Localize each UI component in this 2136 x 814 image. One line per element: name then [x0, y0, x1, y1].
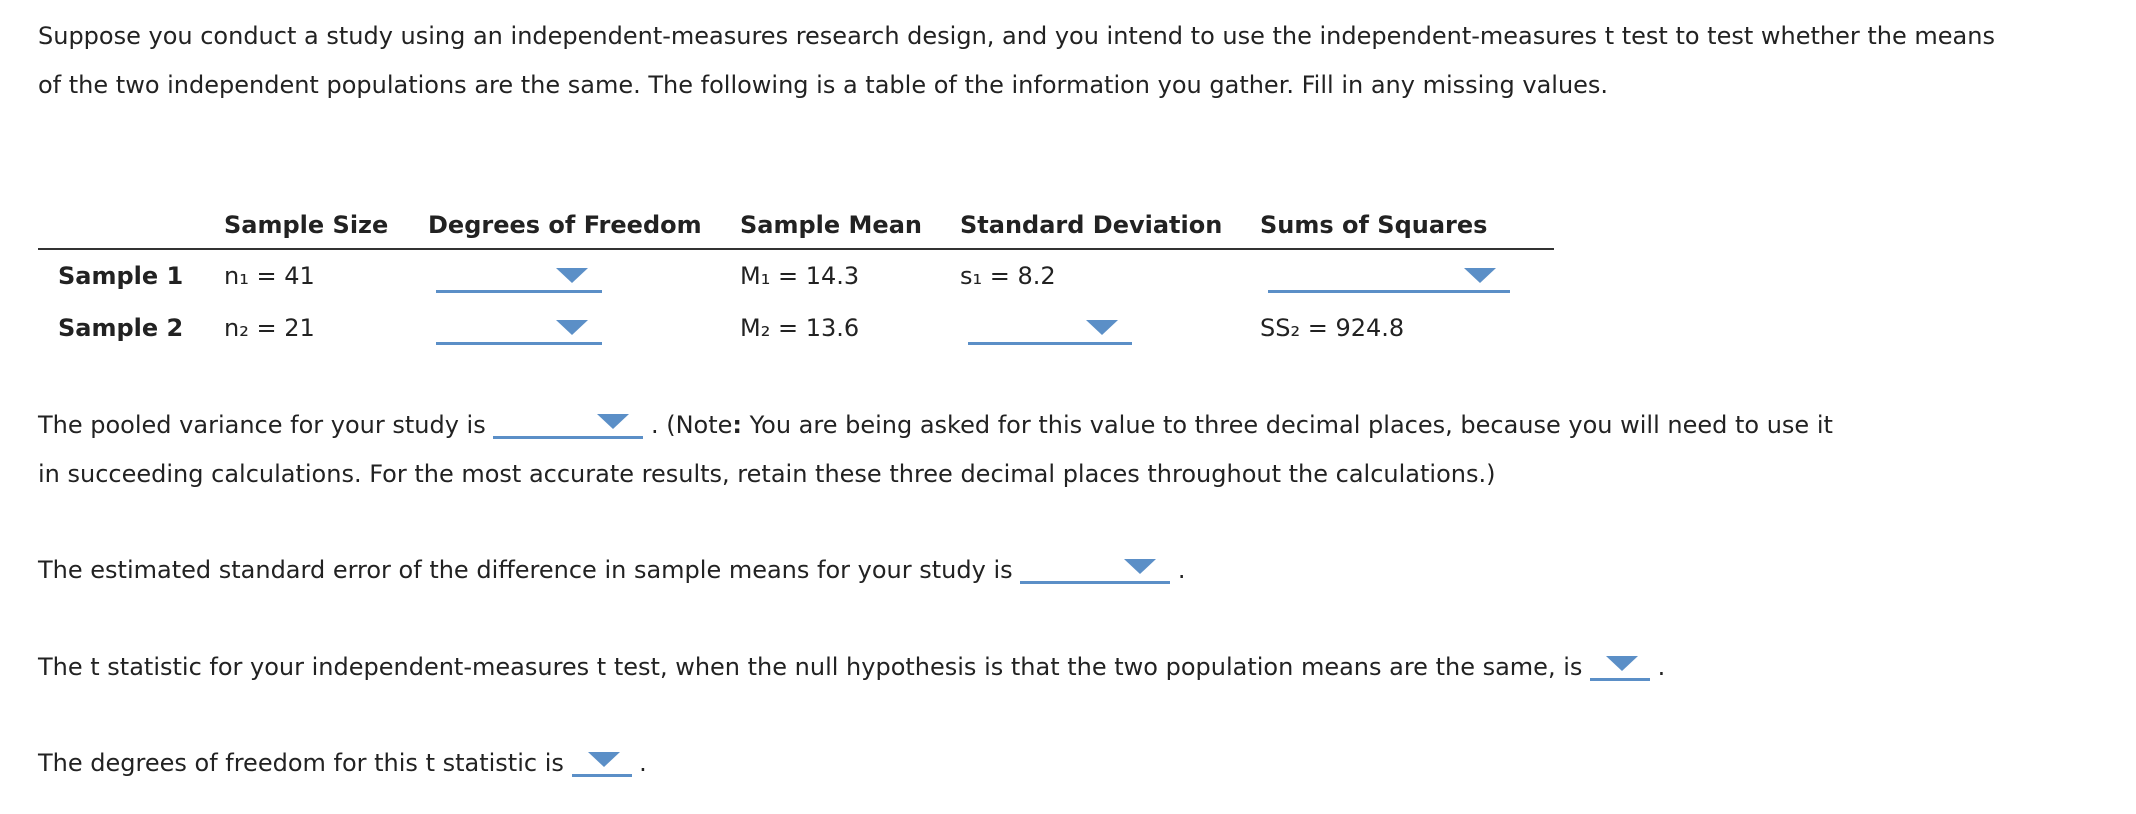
row-label-sample-1: Sample 1	[58, 262, 184, 290]
sample-1-mean: M₁ = 14.3	[740, 262, 860, 290]
row-label-sample-2: Sample 2	[58, 314, 184, 342]
std-error-label: The estimated standard error of the difference in sample means for your study is	[38, 556, 1013, 584]
table-row-sample-1	[38, 249, 1554, 302]
sample-1-df-cell	[428, 249, 740, 302]
pooled-variance-line-1	[38, 401, 1833, 450]
std-error-line	[38, 546, 1186, 595]
sample-2-ss: SS₂ = 924.8	[1260, 314, 1405, 342]
pooled-note-colon: :	[732, 411, 743, 439]
dropdown-arrow-icon	[588, 752, 620, 767]
header-standard-deviation: Standard Deviation	[960, 203, 1260, 249]
sample-1-ss-cell	[1260, 249, 1554, 302]
pooled-variance-line-2: in succeeding calculations. For the most accurate results, retain these three decimal places throughout the calculations.)	[38, 460, 1496, 488]
dropdown-arrow-icon	[597, 414, 629, 429]
t-statistic-line	[38, 643, 1665, 692]
dropdown-arrow-icon	[1464, 268, 1496, 283]
dropdown-arrow-icon	[1606, 656, 1638, 671]
data-table	[38, 203, 1554, 354]
dropdown-arrow-icon	[1086, 320, 1118, 335]
pooled-note-text: You are being asked for this value to three decimal places, because you will need to use it	[742, 411, 1833, 439]
df-statistic-line	[38, 739, 647, 788]
t-statistic-dropdown[interactable]	[1590, 648, 1650, 681]
df-statistic-label: The degrees of freedom for this t statistic is	[38, 749, 564, 777]
df-statistic-dropdown[interactable]	[572, 744, 632, 777]
instructions-text: Suppose you conduct a study using an independent-measures research design, and you intend to use the independent-measures t test to test whether the means of the two independent populations are the same. The following is a table of the information you gather. Fill in any missing values.	[38, 22, 1995, 99]
sample-2-size: n₂ = 21	[224, 314, 315, 342]
table-row-sample-2	[38, 302, 1554, 354]
dropdown-arrow-icon	[1124, 559, 1156, 574]
std-error-dropdown[interactable]	[1020, 551, 1170, 584]
sample-1-sd: s₁ = 8.2	[960, 262, 1056, 290]
pooled-variance-label: The pooled variance for your study is	[38, 411, 486, 439]
std-error-period: .	[1177, 556, 1186, 584]
dropdown-arrow-icon	[556, 268, 588, 283]
header-empty	[38, 203, 224, 249]
sample-1-ss-dropdown[interactable]	[1268, 260, 1510, 293]
pooled-variance-dropdown[interactable]	[493, 406, 643, 439]
header-sample-mean: Sample Mean	[740, 203, 960, 249]
pooled-note-open: . (Note	[650, 411, 733, 439]
sample-2-sd-cell	[960, 302, 1260, 354]
header-sums-of-squares: Sums of Squares	[1260, 203, 1554, 249]
sample-2-sd-dropdown[interactable]	[968, 312, 1132, 345]
sample-2-df-dropdown[interactable]	[436, 312, 602, 345]
sample-2-mean: M₂ = 13.6	[740, 314, 860, 342]
sample-2-df-cell	[428, 302, 740, 354]
table-header-row	[38, 203, 1554, 249]
t-statistic-label: The t statistic for your independent-measures t test, when the null hypothesis is that the two population means are the same, is	[38, 653, 1583, 681]
dropdown-arrow-icon	[556, 320, 588, 335]
sample-1-size: n₁ = 41	[224, 262, 315, 290]
sample-1-df-dropdown[interactable]	[436, 260, 602, 293]
df-statistic-period: .	[639, 749, 647, 777]
t-statistic-period: .	[1657, 653, 1666, 681]
header-sample-size: Sample Size	[224, 203, 428, 249]
header-degrees-of-freedom: Degrees of Freedom	[428, 203, 740, 249]
